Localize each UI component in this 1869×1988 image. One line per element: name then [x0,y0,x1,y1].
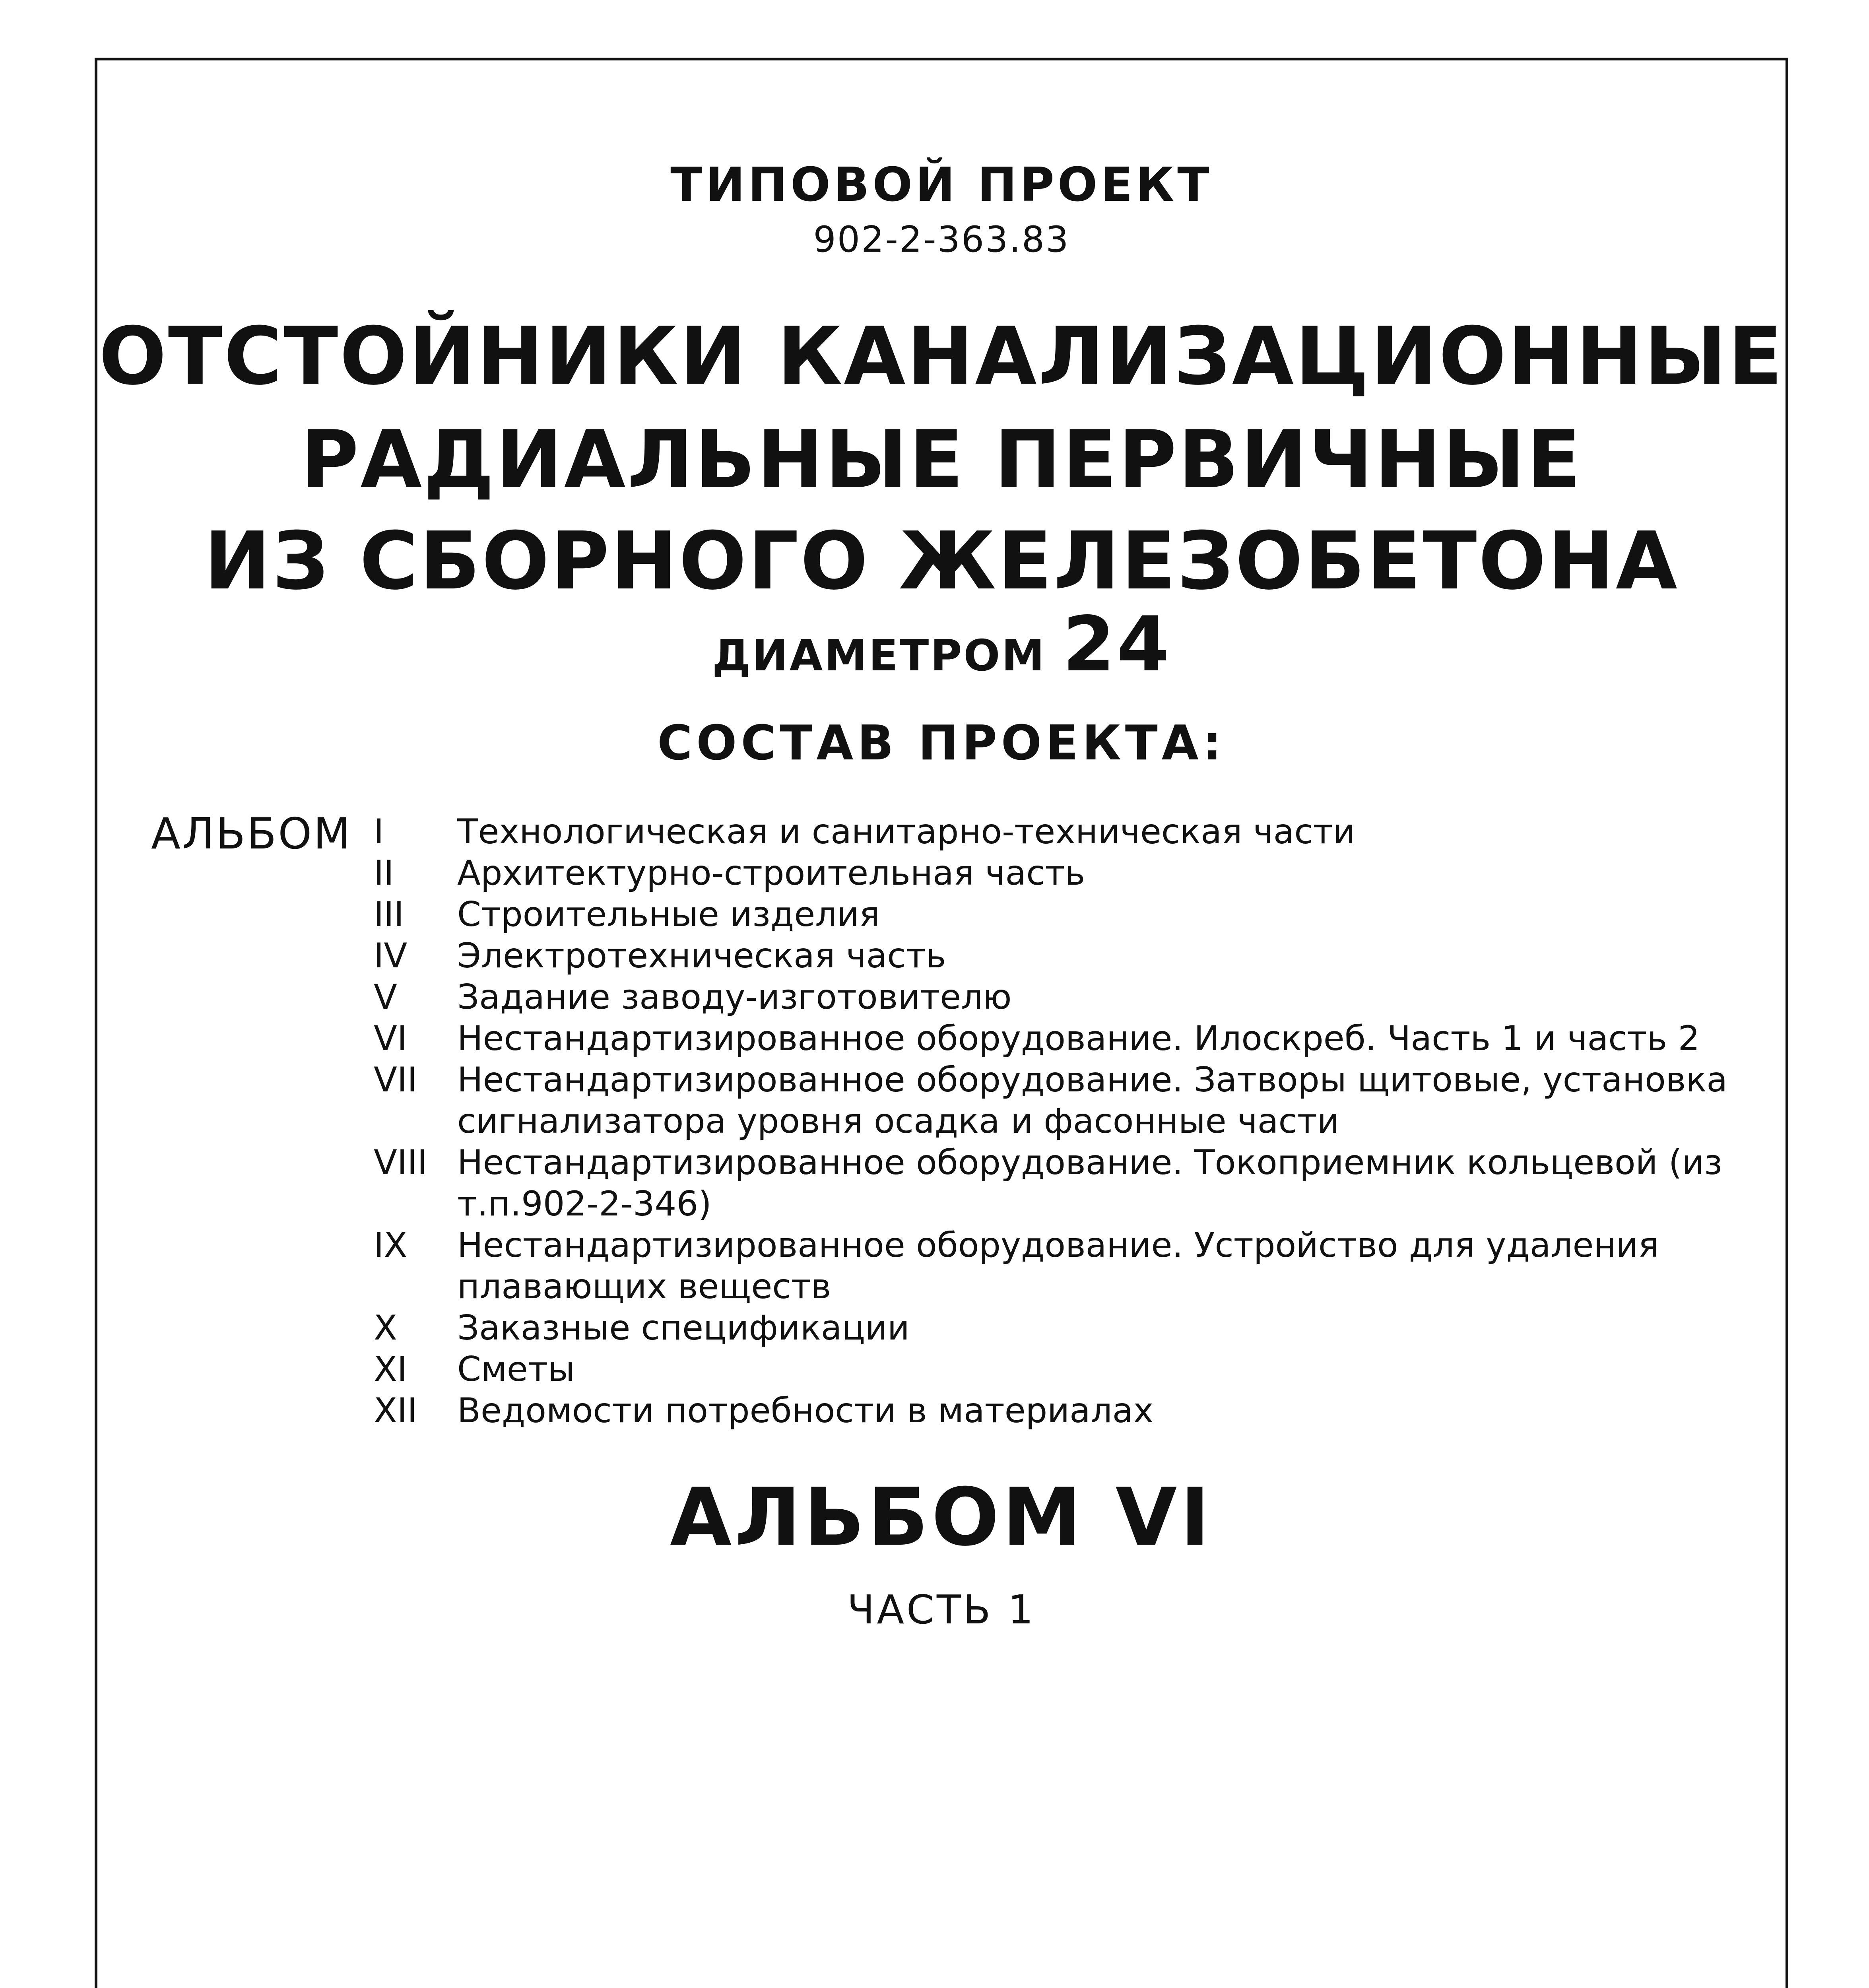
list-item [374,811,1805,852]
item-text: Нестандартизированное оборудование. Токоприемник кольцевой (из т.п.902-2-346) [457,1143,1723,1224]
item-number: XII [374,1391,417,1431]
item-text: Заказные спецификации [457,1308,910,1348]
item-number: III [374,895,404,934]
diameter-line [95,600,1788,688]
list-item [374,977,1805,1018]
item-text: Технологическая и санитарно-техническая части [457,812,1355,852]
list-item [374,935,1805,977]
title-line-3: ИЗ СБОРНОГО ЖЕЛЕЗОБЕТОНА [204,515,1679,608]
item-text: Нестандартизированное оборудование. Илоскреб. Часть 1 и часть 2 [457,1019,1700,1058]
item-text: Сметы [457,1349,575,1389]
item-text: Архитектурно-строительная часть [457,853,1085,893]
album-part: ЧАСТЬ 1 [847,1586,1036,1633]
composition-heading: СОСТАВ ПРОЕКТА: [657,716,1226,771]
item-number: IV [374,936,408,976]
project-type-label: ТИПОВОЙ ПРОЕКТ [670,157,1213,212]
item-number: IX [374,1225,408,1265]
item-number: XI [374,1349,408,1389]
list-item [374,1018,1805,1059]
list-item [374,1059,1805,1142]
item-number: VII [374,1060,417,1100]
item-text: Ведомости потребности в материалах [457,1391,1154,1431]
list-item [374,1307,1805,1349]
item-number: VIII [374,1143,427,1182]
album-word: АЛЬБОМ [151,809,352,859]
project-code: 902-2-363.83 [813,219,1070,260]
list-item [374,852,1805,894]
diameter-label: ДИАМЕТРОМ [712,631,1046,681]
item-text: Нестандартизированное оборудование. Устройство для удаления плавающих веществ [457,1225,1659,1307]
list-item [374,1349,1805,1390]
album-title: АЛЬБОМ VI [670,1471,1213,1564]
list-item [374,1225,1805,1307]
item-number: X [374,1308,397,1348]
item-text: Строительные изделия [457,895,880,934]
list-item [374,1390,1805,1431]
title-line-2: РАДИАЛЬНЫЕ ПЕРВИЧНЫЕ [300,414,1583,506]
item-number: V [374,977,397,1017]
diameter-value: 24 [1062,600,1171,688]
list-item [374,894,1805,935]
item-number: II [374,853,394,893]
title-line-1: ОТСТОЙНИКИ КАНАЛИЗАЦИОННЫЕ [99,310,1784,403]
item-number: I [374,812,384,852]
item-text: Нестандартизированное оборудование. Затворы щитовые, установка сигнализатора уровня осадка и фасонные части [457,1060,1728,1141]
item-number: VI [374,1019,408,1058]
album-list [374,811,1805,1431]
item-text: Электротехническая часть [457,936,946,976]
item-text: Задание заводу-изготовителю [457,977,1012,1017]
list-item [374,1142,1805,1225]
